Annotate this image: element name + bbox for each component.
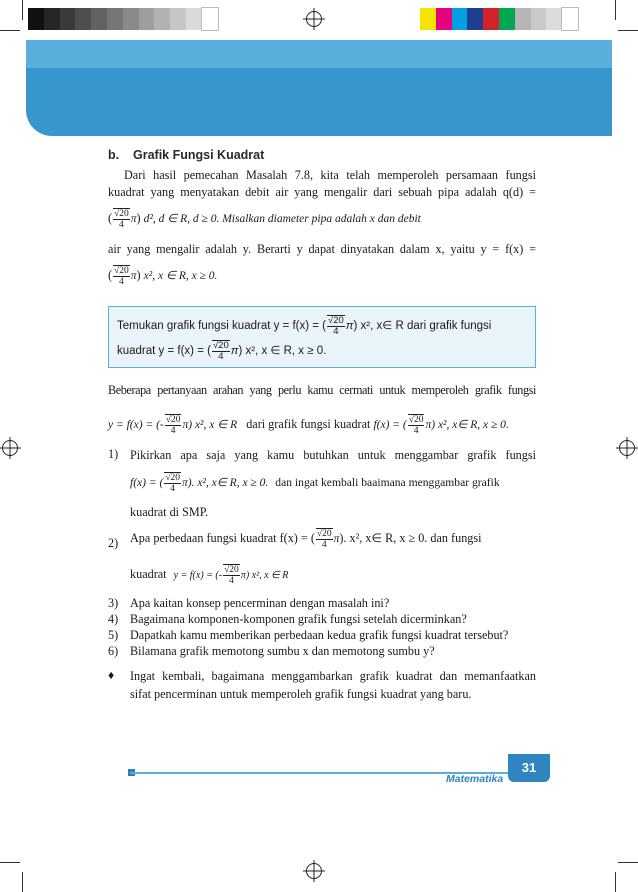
question-2-line2: kuadrat y = f(x) = (- $\frac{√20}{4}$ π) x², x ∈ R <box>130 565 289 586</box>
para1-line2: kuadrat yang menyatakan debit air yang mengalir dari sebuah pipa adalah q(d) = <box>108 185 536 199</box>
calibration-swatch <box>562 8 578 30</box>
para2-formulas: y = f(x) = (- $\frac{√20}{4}$ π) x², x ∈ R dari grafik fungsi kuadrat f(x) = ( $\frac{√20}{4}$ π) x², x∈ R, x ≥ 0. <box>108 415 509 436</box>
question-1-formula: f(x) = ( $\frac{√20}{4}$ π). x², x∈ R, x ≥ 0. dan ingat kembali baaimana menggambar grafik <box>130 473 500 494</box>
calibration-swatch <box>436 8 452 30</box>
crop-mark <box>0 862 20 863</box>
question-4-text: Bagaimana komponen-komponen grafik fungsi setelah dicerminkan? <box>130 612 467 626</box>
crop-mark <box>618 30 638 31</box>
task-box-line1: Temukan grafik fungsi kuadrat y = f(x) = ( $\frac{√20}{4}$ π) x², x∈ R dari grafik fungsi <box>117 315 492 337</box>
question-2-line1: Apa perbedaan fungsi kuadrat f(x) = ( $\frac{√20}{4}$ π). x², x∈ R, x ≥ 0. dan fungsi <box>130 529 482 550</box>
note-bullet-icon: ♦ <box>108 668 115 682</box>
calibration-swatch <box>107 8 123 30</box>
question-2-number: 2) <box>108 536 119 550</box>
para1-formula1: ( $\frac{√20}{4}$ π) d², d ∈ R, d ≥ 0. Misalkan diameter pipa adalah x dan debit <box>108 209 421 230</box>
fraction: $\frac{√20}{4}$ <box>165 473 181 494</box>
section-heading: b. Grafik Fungsi Kuadrat <box>108 148 265 162</box>
fraction: $\frac{√20}{4}$ <box>316 529 332 550</box>
calibration-swatch <box>515 8 531 30</box>
note-line2: sifat pencerminan untuk memperoleh grafik fungsi kuadrat yang baru. <box>130 687 472 701</box>
fraction: $\frac{√20}{4}$ <box>165 415 181 436</box>
fraction: $\frac{√20}{4}$ <box>114 209 129 230</box>
question-3-number: 3) <box>108 596 119 610</box>
fraction: $\frac{√20}{4}$ <box>114 266 129 287</box>
question-1-line1: Pikirkan apa saja yang kamu butuhkan untuk menggambar grafik fungsi <box>130 448 536 462</box>
fraction: $\frac{√20}{4}$ <box>328 315 344 337</box>
calibration-swatch <box>44 8 60 30</box>
task-box <box>108 306 536 368</box>
calibration-swatch <box>154 8 170 30</box>
calibration-swatch <box>123 8 139 30</box>
calibration-swatch <box>420 8 436 30</box>
calibration-swatch <box>499 8 515 30</box>
fraction: $\frac{√20}{4}$ <box>408 415 424 436</box>
calibration-swatch <box>546 8 562 30</box>
calibration-swatch <box>170 8 186 30</box>
question-4-number: 4) <box>108 612 119 626</box>
fraction: $\frac{√20}{4}$ <box>224 565 239 586</box>
calibration-swatch <box>139 8 155 30</box>
calibration-swatch <box>452 8 468 30</box>
calibration-swatch <box>483 8 499 30</box>
question-6-text: Bilamana grafik memotong sumbu x dan memotong sumbu y? <box>130 644 435 658</box>
para1-formula2: ( $\frac{√20}{4}$ π) x², x ∈ R, x ≥ 0. <box>108 266 218 287</box>
footer-subject: Matematika <box>446 773 504 785</box>
calibration-swatch <box>467 8 483 30</box>
calibration-swatch <box>186 8 202 30</box>
crop-mark <box>615 0 616 20</box>
crop-mark <box>22 872 23 892</box>
question-5-text: Dapatkah kamu memberikan perbedaan kedua grafik fungsi kuadrat tersebut? <box>130 628 509 642</box>
crop-mark <box>0 30 20 31</box>
calibration-swatch <box>28 8 44 30</box>
question-5-number: 5) <box>108 628 119 642</box>
calibration-swatch <box>531 8 547 30</box>
para1-line1: Dari hasil pemecahan Masalah 7.8, kita telah memperoleh persamaan fungsi <box>124 168 536 182</box>
page-number: 31 <box>508 754 550 782</box>
question-1-line3: kuadrat di SMP. <box>130 505 209 519</box>
task-box-line2: kuadrat y = f(x) = ( $\frac{√20}{4}$ π) x², x ∈ R, x ≥ 0. <box>117 340 327 362</box>
question-6-number: 6) <box>108 644 119 658</box>
color-calibration-strip-right <box>420 8 578 30</box>
calibration-swatch <box>202 8 218 30</box>
color-calibration-strip-left <box>28 8 218 30</box>
para2-intro: Beberapa pertanyaan arahan yang perlu kamu cermati untuk memperoleh grafik fungsi <box>108 383 536 397</box>
registration-mark-bottom <box>306 863 322 879</box>
question-3-text: Apa kaitan konsep pencerminan dengan masalah ini? <box>130 596 390 610</box>
registration-mark-right <box>619 440 635 456</box>
registration-mark-left <box>2 440 18 456</box>
registration-mark-top <box>306 11 322 27</box>
question-1-number: 1) <box>108 447 119 461</box>
calibration-swatch <box>60 8 76 30</box>
calibration-swatch <box>75 8 91 30</box>
note-line1: Ingat kembali, bagaimana menggambarkan grafik kuadrat dan memanfaatkan <box>130 669 536 683</box>
crop-mark <box>618 862 638 863</box>
para1-line4: air yang mengalir adalah y. Berarti y dapat dinyatakan dalam x, yaitu y = f(x) = <box>108 242 536 256</box>
crop-mark <box>615 872 616 892</box>
fraction: $\frac{√20}{4}$ <box>212 340 229 362</box>
header-band-highlight <box>26 40 612 68</box>
calibration-swatch <box>91 8 107 30</box>
crop-mark <box>22 0 23 20</box>
